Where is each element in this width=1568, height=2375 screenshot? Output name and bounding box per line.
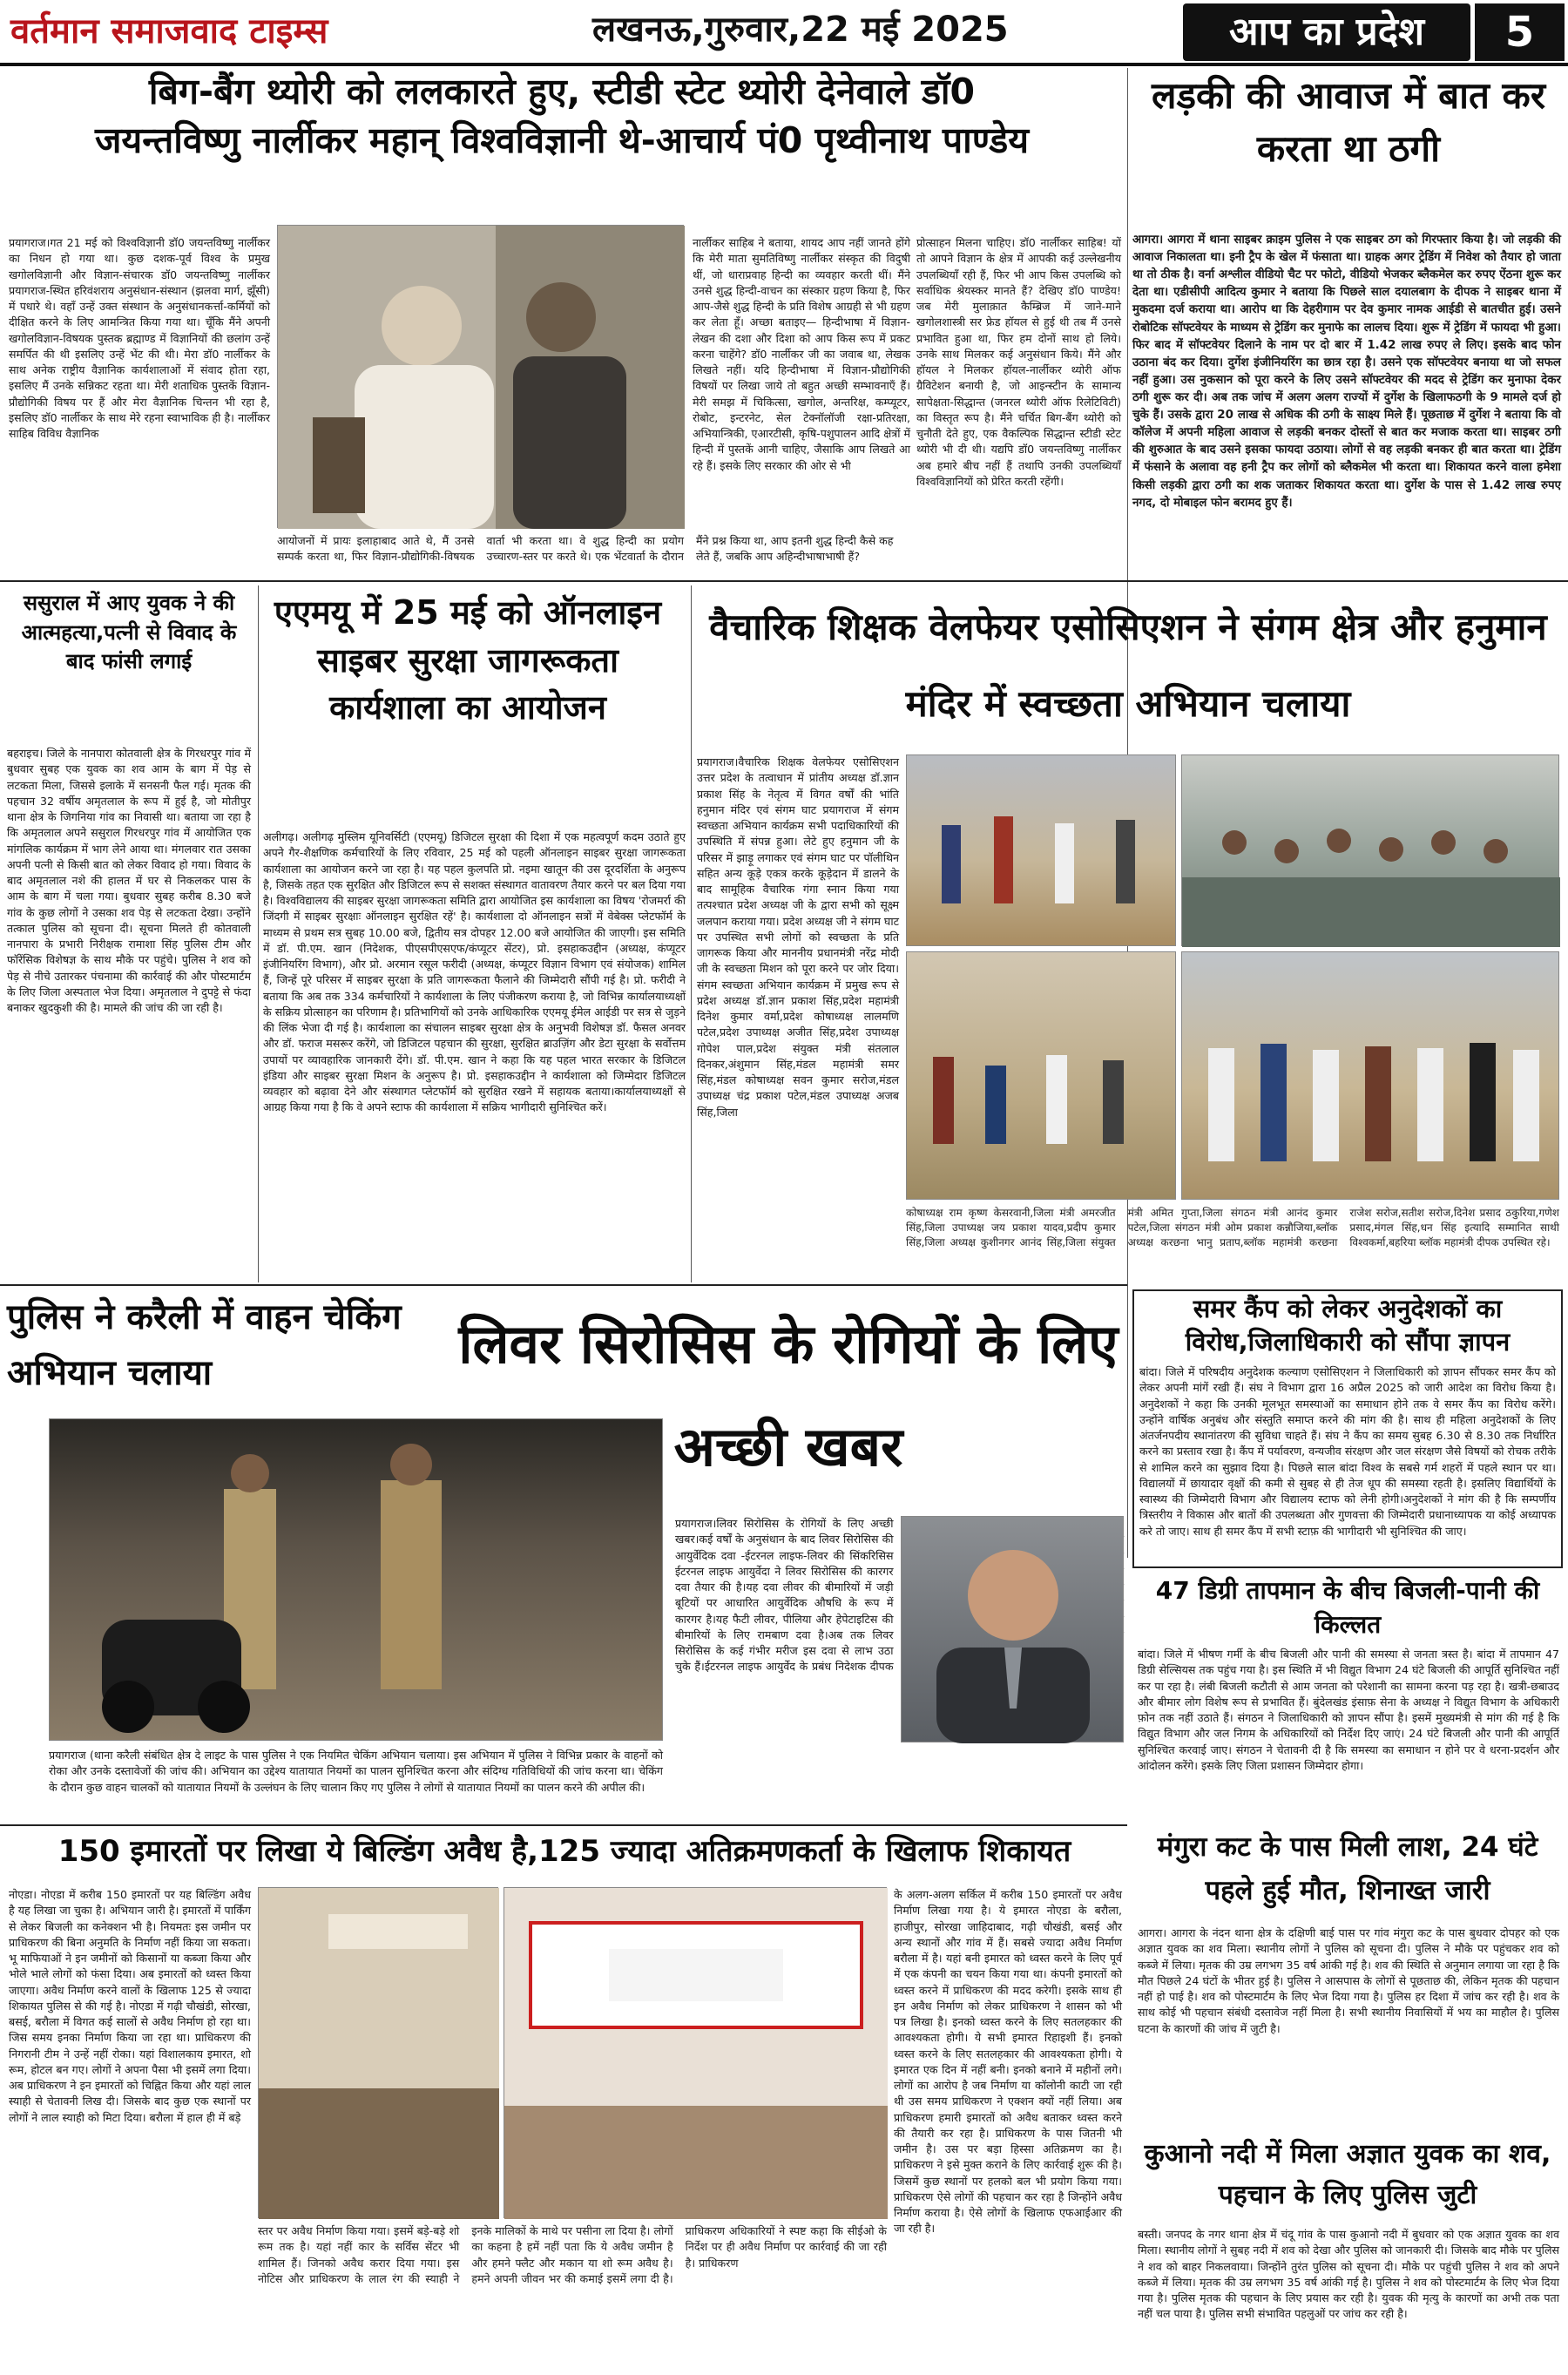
newspaper-name: वर्तमान समाजवाद टाइम्स xyxy=(10,10,328,51)
swachhata-photo-group xyxy=(1181,951,1559,1200)
building-col3: के अलग-अलग सर्किल में करीब 150 इमारतों पर अवैध निर्माण लिखा गया है। ये इमारत नोएडा के बरौला, हाजीपुर, सोरखा जाहिदाबाद, गढ़ी चौखंडी, बसई और अन्य स्थानों और गांव में हैं। सबसे ज्यादा अवैध निर्माण बरौला में है। यहां बनी इमारत को ध्वस्त करने के लिए पूर्व में एक कंपनी का चयन किया गया था। कंपनी इमारतों को ध्वस्त करने में प्राधिकरण की मदद करेगी। इसके साथ ही इन अवैध निर्माण को लेकर प्राधिकरण ने शासन को भी पत्र लिखा है। इनको ध्वस्त करने के लिए सतलहकार की आवश्यकता होगी। ये सभी इमारत रिहाइशी हैं। इनको ध्वस्त करने के लिए सतलहकार की आवश्यकता होगी। ये इमारत एक दिन में नहीं बनी। इनको बनाने में महीनों लगे। लोगों का आरोप है जब निर्माण या कॉलोनी काटी जा रही थी उस समय प्राधिकरण ने एक्शन क्यों नहीं लिया। अब प्राधिकरण हमारी इमारतों को अवैध बताकर ध्वस्त करने की तैयारी कर रहा है। प्राधिकरण के पास जितनी भी जमीन है। उस पर बड़ा हिस्सा अतिक्रमण का है। प्राधिकरण ने इसे मुक्त कराने के लिए कार्रवाई शुरू की है। जिसमें कुछ स्थानों पर हलको बल भी प्रयोग किया गया। प्राधिकरण ऐसे लोगों की पहचान कर रहा है जिन्होंने अवैध निर्माण कराया है। ऐसे लोगों के खिलाफ एफआईआर की जा रही है। xyxy=(894,1888,1122,2236)
swachhata-body: प्रयागराज।वैचारिक शिक्षक वेलफेयर एसोसिएशन उत्तर प्रदेश के तत्वाधान में प्रांतीय अध्यक्ष डॉ.ज्ञान प्रकाश सिंह के नेतृत्व में विगत वर्षों की भांति हनुमान मंदिर एवं संगम घाट प्रयागराज में संगम स्वच्छता अभियान कार्यक्रम सभी पदाधिकारियों की उपस्थिति में संपन्न हुआ। लेटे हुए हनुमान जी के परिसर में झाड़ू लगाकर एवं संगम घाट पर पॉलीथिन सहित अन्य कूड़े एकत्र करके कूड़ेदान में डालने के बाद सामूहिक वैचारिक गंगा स्नान किया गया तत्पश्चात प्रदेश अध्यक्ष जी के द्वारा सभी को सूक्ष्म जलपान कराया गया। प्रदेश अध्यक्ष जी ने संगम घाट पर उपस्थित सभी लोगों को स्वच्छता के प्रति जागरूक किया और माननीय प्रधानमंत्री नरेंद्र मोदी जी के स्वच्छता मिशन को पूरा करने पर जोर दिया। संगम स्वच्छता अभियान कार्यक्रम में प्रमुख रूप से प्रदेश अध्यक्ष डॉ.ज्ञान प्रकाश सिंह,प्रदेश महामंत्री दिनेश कुमार वर्मा,प्रदेश कोषाध्यक्ष लालमणि पटेल,प्रदेश उपाध्यक्ष अजीत सिंह,प्रदेश उपाध्यक्ष गोपेश पाल,प्रदेश संयुक्त मंत्री संतलाल दिनकर,अंशुमान सिंह,मंडल महामंत्री समर सिंह,मंडल कोषाध्यक्ष सवन कुमार सरोज,मंडल उपाध्यक्ष चंद्र प्रकाश पटेल,मंडल उपाध्यक्ष अजब सिंह,जिला xyxy=(697,755,899,1119)
suicide-body: बहराइच। जिले के नानपारा कोतवाली क्षेत्र के गिरधरपुर गांव में बुधवार सुबह एक युवक का शव आम के बाग में पेड़ से लटकता मिला, जिससे इलाके में सनसनी फैल गई। मृतक की पहचान 32 वर्षीय अमृतलाल के रूप में हुई है, जो मोतीपुर थाना क्षेत्र के जिगनिया गांव का निवासी था। बताया जा रहा है कि अमृतलाल अपने ससुराल गिरधरपुर गांव में आयोजित एक मांगलिक कार्यक्रम में भाग लेने आया था। मंगलवार रात उसका अपनी पत्नी से किसी बात को लेकर विवाद हो गया। विवाद के बाद अमृतलाल नशे की हालत में घर से निकलकर पास के आम के बाग में चला गया। बुधवार सुबह करीब 8.30 बजे गांव के कुछ लोगों ने उसका शव पेड़ से लटकता देखा। उन्होंने तत्काल पुलिस को सूचना दी। सूचना मिलते ही कोतवाली नानपारा के प्रभारी निरीक्षक रामाशा सिंह पुलिस टीम और फॉरेंसिक विशेषज्ञ के साथ मौके पर पहुंचे। पुलिस ने शव को पेड़ से नीचे उतारकर पंचनामा की कार्रवाई की और पोस्टमार्टम के लिए जिला अस्पताल भेज दिया। अमृतलाल ने दुपट्टे से फंदा बनाकर खुदकुशी की है। मामले की जांच की जा रही है। xyxy=(7,747,251,1014)
building-col1: नोएडा। नोएडा में करीब 150 इमारतों पर यह बिल्डिंग अवैध है यह लिखा जा चुका है। अभियान जारी है। इमारतों में पार्किंग से लेकर बिजली का कनेक्शन भी है। नियमतः इस जमीन पर प्राधिकरण की बिना अनुमति के निर्माण नहीं किया जा सकता। भू माफियाओं ने इन जमीनों को किसानों या कब्जा किया और भोले भाले लोगों को फंसा दिया। अब इमारतों को ध्वस्त किया जाएगा। अवैध निर्माण करने वालों के खिलाफ 125 से ज्यादा शिकायत पुलिस से की गई है। नोएडा में गढ़ी चौखंडी, सोरखा, बसई, बरौला में विगत कई सालों से अवैध निर्माण हो रहा था। जिस समय इनका निर्माण किया जा रहा था। प्राधिकरण की निगरानी टीम ने उन्हें नहीं रोका। यहां विशालकाय इमारत, शो रूम, होटल बन गए। लोगों ने अपना पैसा भी इसमें लगा दिया। अब प्राधिकरण ने इन इमारतों को चिह्नित किया और यहां लाल स्याही से चेतावनी लिख दी। जिसके बाद कुछ एक स्थानों पर लोगों ने लाल स्याही को मिटा दिया। बरौला में हाल ही में बड़े xyxy=(9,1888,251,2124)
police-headline: पुलिस ने करैली में वाहन चेकिंग अभियान चलाया xyxy=(7,1297,402,1393)
swachhata-photo-ghat xyxy=(906,951,1176,1200)
liver-body: प्रयागराज।लिवर सिरोसिस के रोगियों के लिए अच्छी खबर।कई वर्षों के अनुसंधान के बाद लिवर सिरोसिस की आयुर्वेदिक दवा -ईटरनल लाइफ-लिवर की सिंकरिसिस ईटरनल लाइफ आयुर्वेदा ने लिवर सिरोसिस की कारगर दवा तैयार की है।यह दवा लीवर की बीमारियों में जड़ी बूटियों पर आधारित आयुर्वेदिक औषधि के रूप में कारगर है।यह फैटी लीवर, पीलिया और हेपेटाइटिस की बीमारियों के लिए रामबाण दवा है।अब तक लिवर सिरोसिस के कई गंभीर मरीज इस दवा से लाभ उठा चुके हैं।ईटरनल लाइफ आयुर्वेद के प्रबंध निदेशक दीपक xyxy=(675,1517,894,1674)
lead-col2: आयोजनों में प्रायः इलाहाबाद आते थे, मैं उनसे सम्पर्क करता था, फिर विज्ञान-प्रौद्योगिकी-विषयक वार्ता भी करता था। वे शुद्ध हिन्दी का प्रयोग उच्चारण-स्तर पर करते थे। एक भेंटवार्ता के दौरान मैंने प्रश्न किया था, आप इतनी शुद्ध हिन्दी कैसे कह लेते हैं, जबकि आप अहिन्दीभाषाभाषी हैं? xyxy=(277,534,894,564)
lead-col3: नार्लीकर साहिब ने बताया, शायद आप नहीं जानते होंगे कि मेरी माता सुमतिविष्णु नार्लीकर संस्कृत की विदुषी थीं, जो धाराप्रवाह हिन्दी का व्यवहार करती थीं। मैंने उनसे शुद्ध हिन्दी-वाचन का संस्कार ग्रहण किया है, फिर आप-जैसे शुद्ध हिन्दी के प्रति विशेष आग्रही से भी ग्रहण कर लेता हूँ। अच्छा बताइए— हिन्दीभाषा में विज्ञान-लेखन की दशा और दिशा को आप किस रूप में प्रकट करना चाहेंगे? डॉ0 नार्लीकर जी का जवाब था, लेखक लिखते नहीं। यदि हिन्दीभाषा में विज्ञान-प्रौद्योगिकी विषयों पर लिखा जाये तो बहुत अच्छी सम्भावनाएँ हैं। मेरी समझ में चिकित्सा, खगोल, अन्तरिक्ष, कम्प्यूटर, रोबोट, इन्टरनेट, सेल टेक्नॉलॉजी रक्षा-प्रतिरक्षा, अभियान्त्रिकी, एआरटीसी, कृषि-पशुपालन आदि क्षेत्रों में हिन्दी में पुस्तकें आनी चाहिए, जैसाकि आप लिखते आ रहे हैं। इसके लिए सरकार की ओर से भी xyxy=(693,236,910,472)
page-number: 5 xyxy=(1472,3,1565,61)
lead-col1: प्रयागराज।गत 21 मई को विश्वविज्ञानी डॉ0 जयन्तविष्णु नार्लीकर का निधन हो गया था। कुछ दशक-पूर्व विश्व के प्रमुख खगोलविज्ञानी और विज्ञान-संचारक डॉ0 जयन्तविष्णु नार्लीकर प्रयागराज-स्थित हरिवंशराय अनुसंधान-संस्थान (झलवा मार्ग, झूँसी) में पधारे थे। वहाँ उन्हें उक्त संस्थान के अनुसंधानकर्त्ता-कर्मियों को दीक्षित करने के लिए आमन्त्रित किया गया था। चूँकि मैंने अपनी खगोलविज्ञान-विषयक पुस्तक ब्रह्माण्ड में विज्ञानियों की छलांग उन्हें समर्पित की थी इसलिए उन्हें भेंट की थी। मेरा डॉ0 नार्लीकर के साथ अनेक राष्ट्रीय वैज्ञानिक कार्यशालाओं में संवाद होता रहा, इसलिए मैं उनके सन्निकट रहता था। मेरी शताधिक पुस्तकें विज्ञान-प्रौद्योगिकी विषय पर हैं और मेरा वैज्ञानिक चिन्तन भी रहा है, इसलिए डॉ0 नार्लीकर के साथ मेरे रहना स्वाभाविक ही है। नार्लीकर साहिब विविध वैज्ञानिक xyxy=(9,236,270,440)
thug-headline: लड़की की आवाज में बात कर करता था ठगी xyxy=(1152,74,1545,170)
ghat-cleaning-figure xyxy=(907,952,1177,1201)
swachhata-headline: वैचारिक शिक्षक वेलफेयर एसोसिएशन ने संगम क्षेत्र और हनुमान मंदिर में स्वच्छता अभियान चलाया xyxy=(709,606,1547,726)
sweeping-volunteers-figure xyxy=(907,755,1177,947)
power-headline: 47 डिग्री तापमान के बीच बिजली-पानी की किल्लत xyxy=(1155,1576,1540,1640)
body-found-body: आगरा। आगरा के नंदन थाना क्षेत्र के दक्षिणी बाई पास पर गांव मंगुरा कट के पास बुधवार दोपहर को एक अज्ञात युवक का शव मिला। स्थानीय लोगों ने पुलिस को सूचना दी। पुलिस ने मौके पर पहुंचकर शव को कब्जे में लिया। मृतक की उम्र लगभग 35 वर्ष आंकी गई है। शव की स्थिति से अनुमान लगाया जा रहा है कि मौत पिछले 24 घंटों के भीतर हुई है। पुलिस ने आसपास के लोगों से पूछताछ की, लेकिन मृतक की पहचान नहीं हो पाई है। शव को पोस्टमार्टम के लिए भेज दिया गया है। पुलिस हर दिशा में जांच कर रही है। शव के साथ कोई भी पहचान संबंधी दस्तावेज नहीं मिला है। सभी स्थानीय निवासियों में भय का माहौल है। पुलिस घटना के कारणों की जांच में जुटी है। xyxy=(1138,1926,1559,2035)
river-headline: कुआनो नदी में मिला अज्ञात युवक का शव, पहचान के लिए पुलिस जुटी xyxy=(1144,2139,1551,2210)
section-tag: आप का प्रदेश xyxy=(1183,3,1470,61)
police-body: प्रयागराज (थाना करैली संबंधित क्षेत्र दे लाइट के पास पुलिस ने एक नियमित चेकिंग अभियान चलाया। इस अभियान में पुलिस ने विभिन्न प्रकार के वाहनों को रोका और उनके दस्तावेजों की जांच की। अभियान का उद्देश्य यातायात नियमों का पालन सुनिश्चित करना और संदिग्ध गतिविधियों की जांच करना था। चेकिंग के दौरान कुछ वाहन चालकों को यातायात नियमों के उल्लंघन के लिए चालान किए गए पुलिस ने लोगों से यातायात नियमों का पालन करने की अपील की। xyxy=(49,1749,663,1794)
divider-suicide xyxy=(258,585,259,1282)
lower-rule xyxy=(0,1824,1127,1826)
swachhata-photo-bathing xyxy=(1181,754,1559,946)
power-body: बांदा। जिले में भीषण गर्मी के बीच बिजली और पानी की समस्या से जनता त्रस्त है। बांदा में तापमान 47 डिग्री सेल्सियस तक पहुंच गया है। इस स्थिति में भी विद्युत विभाग 24 घंटे बिजली की आपूर्ति सुनिश्चित नहीं कर पा रहा है। लंबी बिजली कटौती से आम जनता को परेशानी का सामना करना पड़ रहा है। खत्री-छबाउद और बीमार लोग विशेष रूप से प्रभावित हैं। बुंदेलखंड इंसाफ़ सेना के अध्यक्ष ने विद्युत विभाग के अधिकारी फ़ोन तक नहीं उठाते हैं। संगठन ने जिलाधिकारी को ज्ञापन सौंपा है। इसमें मुख्यमंत्री से मांग की गई है कि विद्युत विभाग और जल निगम के अधिकारियों को निर्देश दिए जाएं। 24 घंटे बिजली और पानी की आपूर्ति सुनिश्चित करवाई जाए। संगठन ने चेतावनी दी है कि समस्या का समाधान न होने पर वे धरना-प्रदर्शन और आंदोलन करेंगे। इसके लिए जिला प्रशासन जिम्मेदार होगा। xyxy=(1138,1648,1559,1772)
oyo-building-figure xyxy=(504,1888,888,2219)
liver-photo-doctor xyxy=(901,1516,1124,1742)
building-headline: 150 इमारतों पर लिखा ये बिल्डिंग अवैध है,125 ज्यादा अतिक्रमणकर्ता के खिलाफ शिकायत xyxy=(57,1834,1071,1869)
doctor-portrait-figure xyxy=(902,1517,1125,1743)
dateline: लखनऊ,गुरुवार,22 मई 2025 xyxy=(592,10,1009,50)
amu-headline: एएमयू में 25 मई को ऑनलाइन साइबर सुरक्षा जागरूकता कार्यशाला का आयोजन xyxy=(274,593,662,727)
building-photo-oyo xyxy=(504,1887,887,2218)
thug-body: आगरा। आगरा में थाना साइबर क्राइम पुलिस ने एक साइबर ठग को गिरफ्तार किया है। जो लड़की की आवाज निकालता था। इनी ट्रैप के खेल में फंसाता था। ग्राहक अगर ट्रेडिंग में निवेश को तैयार हो जाता था तो ठीक है। वर्ना अश्लील वीडियो चैट पर फोटो, वीडियो भेजकर ब्लैकमेल कर रुपए ऐंठना शुरू कर देता था। एडीसीपी आदित्य कुमार ने बताया कि पिछले साल दयालबाग के दीपक ने साइबर थाना में मुकदमा दर्ज कराया था। आरोप था कि देहरीगाम पर देव कुमार नामक आईडी से बातचीत हुई। उसने रोबोटिक सॉफ्टवेयर के माध्यम से ट्रेडिंग कर मुनाफे का लालच दिया। शुरू में ट्रेडिंग में फायदा भी हुआ। फिर बाद में सॉफ्टवेयर दिलाने के नाम पर दो बार में 1.42 लाख रुपए ले लिए। इसके बाद फोन उठाना बंद कर दिया। दुर्गेश इंजीनियरिंग का छात्र रहा है। उसने एक सॉफ्टवेयर बनाया था जो सफल नहीं हुआ। उस नुकसान को पूरा करने के लिए उसने सॉफ्टवेयर की मदद से ट्रेडिंग कर मुनाफा देकर ठगी शुरू कर दी। अब तक जांच में अलग अलग राज्यों में दुर्गेश के खिलाफठगी के 9 मामले दर्ज हो चुके हैं। उसके द्वारा 20 लाख से अधिक की ठगी के साक्ष्य मिले हैं। पूछताछ में दुर्गेश ने बताया कि वो कॉलेज में अपनी महिला आवाज से लड़की बनकर दोस्तों से बात कर मजाक करता था। साइबर ठगी की शुरुआत के बाद उसने इसका फायदा उठाया। लोगों से वह लड़की बनकर ही बात करता था। ट्रेडिंग में फंसाने के अलावा वह हनी ट्रैप कर लोगों को ब्लैकमेल भी करता था। शिकायत करने वाला हमेशा किसी लड़की द्वारा ठगी का शक जताकर शिकायत करता था। दुर्गेश के पास से 1.42 लाख रुपए नगद, दो मोबाइल फोन बरामद हुए हैं। xyxy=(1132,233,1561,510)
divider-amu xyxy=(691,585,692,1282)
lead-headline-line2: जयन्तविष्णु नार्लीकर महान् विश्वविज्ञानी थे-आचार्य पं0 पृथ्वीनाथ पाण्डेय xyxy=(95,119,1029,161)
amu-body: अलीगढ़। अलीगढ़ मुस्लिम यूनिवर्सिटी (एएमयू) डिजिटल सुरक्षा की दिशा में एक महत्वपूर्ण कदम उठाते हुए अपने गैर-शैक्षणिक कर्मचारियों के लिए रविवार, 25 मई को पहली ऑनलाइन साइबर सुरक्षा जागरूकता कार्यशाला का आयोजन करने जा रहा है। यह पहल कुलपति प्रो. नइमा खातून की उस दूरदर्शिता के अनुरूप है, जिसके तहत एक सुरक्षित और डिजिटल रूप से सशक्त संस्थागत वातावरण तैयार करने पर बल दिया गया है। विश्वविद्यालय की साइबर सुरक्षा जागरूकता समिति द्वारा आयोजित इस कार्यशाला का विषय 'रोजमर्रा की जिंदगी में साइबर सुरक्षाः ऑनलाइन सुरक्षित रहें' है। कार्यशाला दो ऑनलाइन सत्रों में वेबेक्स प्लेटफॉर्म के माध्यम से प्रथम सत्र सुबह 10.00 बजे, द्वितीय सत्र दोपहर 12.00 बजे आयोजित की जाएगी। इस समिति में डॉ. पी.एम. खान (निदेशक, पीएसपीएसएफ/कंप्यूटर सेंटर), प्रो. इसहाकउद्दीन (अध्यक्ष, कंप्यूटर इंजीनियरिंग विभाग), और प्रो. अरमान रसूल फरीदी (अध्यक्ष, कंप्यूटर विज्ञान विभाग एवं संयोजक) शामिल हैं, जिन्हें पूरे परिसर में साइबर सुरक्षा के प्रति जागरूकता फैलाने की जिम्मेदारी सौंपी गई है। प्रो. फरीदी ने बताया कि अब तक 334 कर्मचारियों ने कार्यशाला के लिए पंजीकरण कराया है, जो विभिन्न कार्यालयाध्यक्षों के सक्रिय प्रोत्साहन का परिणाम है। प्रतिभागियों को उनके आधिकारिक एएमयू ईमेल आईडी पर सत्र से जुड़ने की लिंक भेजा दी गई है। कार्यशाला का संचालन साइबर सुरक्षा क्षेत्र के अनुभवी विशेषज्ञ डॉ. फैसल अनवर और डॉ. फराज मसरूर करेंगे, जो डिजिटल पहचान की सुरक्षा, सुरक्षित ब्राउज़िंग और डेटा सुरक्षा के सर्वोत्तम उपायों पर व्यावहारिक जानकारी देंगे। डॉ. पी.एम. खान ने कहा कि यह पहल भारत सरकार के डिजिटल इंडिया और साइबर सुरक्षा मिशन के अनुरूप है। प्रो. इसहाकउद्दीन ने कार्यशाला को जिम्मेदार डिजिटल व्यवहार को बढ़ावा देने और संस्थागत प्लेटफॉर्म को सुरक्षित रखने में सहायक बताया।कार्यालयाध्यक्षों से आग्रह किया गया है कि वे अपने स्टाफ की कार्यशाला में सक्रिय भागीदारी सुनिश्चित करें। xyxy=(263,830,686,1114)
wall-with-notice-figure xyxy=(259,1888,499,2219)
lead-col4: प्रोत्साहन मिलना चाहिए। डॉ0 नार्लीकर साहिब! यों तो आपने विज्ञान के क्षेत्र में आपकी कई उल्लेखनीय उपलब्धियाँ रही हैं, फिर भी आप किस उपलब्धि को सर्वाधिक श्रेयस्कर मानते हैं? देखिए डॉ0 पाण्डेय! जब मेरी मुलाक़ात कैम्ब्रिज में जाने-माने खगोलशास्त्री सर फ्रेड हॉयल से हुई थी तब मैं उनसे प्रभावित हुआ था, फिर हम दोनों साथ हो लिये। उनके साथ मिलकर कई अनुसंधान किये। मैंने और हॉयल ने मिलकर हॉयल-नार्लीकर थ्योरी ऑफ ग्रैविटेशन बनायी है, जो आइन्स्टीन के सामान्य सापेक्षता-सिद्धान्त (जनरल थ्योरी ऑफ रिलेटिविटी) का विस्तृत रूप है। मैंने चर्चित बिग-बैंग थ्योरी को चुनौती देते हुए, एक वैकल्पिक सिद्धान्त स्टीडी स्टेट थ्योरी भी दी थी। यद्यपि डॉ0 जयन्तविष्णु नार्लीकर अब हमारे बीच नहीं हैं तथापि उनकी उपलब्धियाँ विश्वविज्ञानियों को प्रेरित करती रहेंगी। xyxy=(916,236,1121,488)
lead-photo-narlikar xyxy=(277,225,684,528)
masthead-rule xyxy=(0,63,1568,66)
lead-bottom-rule xyxy=(0,580,1568,582)
building-photo-wall xyxy=(258,1887,498,2218)
narlikar-photo-figure xyxy=(278,226,685,529)
swachhata-photo-sweeping xyxy=(906,754,1176,946)
liver-headline: लिवर सिरोसिस के रोगियों के लिए अच्छी खबर xyxy=(458,1312,1119,1478)
samar-camp-body: बांदा। जिले में परिषदीय अनुदेशक कल्याण एसोसिएशन ने जिलाधिकारी को ज्ञापन सौंपकर समर कैंप को लेकर अपनी मांगें रखी हैं। संघ ने विभाग द्वारा 16 अप्रैल 2025 को जारी आदेश का विरोध किया है। अनुदेशकों ने कहा कि उनकी मूलभूत समस्याओं का समाधान होने तक वे समर कैंप का विरोध करेंगे। उन्होंने वार्षिक अनुबंध और संस्तुति समाप्त करने की मांग की है। साथ ही महिला अनुदेशकों के लिए अंतर्जनपदीय स्थानांतरण की सुविधा चाहते हैं। संघ ने कैंप का समय सुबह 6.30 से 8.30 तक निर्धारित करने का प्रस्ताव रखा है। कैंप में पर्यावरण, वन्यजीव संरक्षण और जल संरक्षण जैसे विषयों को रोचक तरीके से शामिल करने का सुझाव दिया है। पिछले साल बांदा विश्व के सबसे गर्म शहरों में पहले स्थान पर था। विद्यालयों में छायादार वृक्षों की कमी से सुबह से ही तेज धूप की समस्या रहती है। इसलिए विद्यार्थियों के स्वास्थ्य की जिम्मेदारी विभाग और विद्यालय स्टाफ को लेनी होगी।अनुदेशकों ने मांग की है कि सम्पर्णीय त्रिस्तरीय ने विकास और बातों की उपलब्धता और गुणवत्ता की जिम्मेदारी प्रधानाध्यापक या कोई अध्यापक करे तो जाए। साथ ही समर कैंप में सभी स्टाफ़ की भागीदारी भी सुनिश्चित की जाए। xyxy=(1139,1365,1556,1538)
mid-rule xyxy=(0,1284,1127,1286)
bathing-group-figure xyxy=(1182,755,1560,947)
body-found-headline: मंगुरा कट के पास मिली लाश, 24 घंटे पहले हुई मौत, शिनाख्त जारी xyxy=(1157,1831,1538,1906)
samar-camp-headline: समर कैंप को लेकर अनुदेशकों का विरोध,जिलाधिकारी को सौंपा ज्ञापन xyxy=(1185,1294,1511,1357)
river-body: बस्ती। जनपद के नगर थाना क्षेत्र में चंदू गांव के पास कुआनो नदी में बुधवार को एक अज्ञात युवक का शव मिला। स्थानीय लोगों ने सुबह नदी में शव को देखा और पुलिस को जानकारी दी। जिसके बाद मौके पर पुलिस ने शव को बाहर निकलवाया। जिन्होंने तुरंत पुलिस को सूचना दी। मौके पर पहुंची पुलिस ने शव को अपने कब्जे में लिया। मृतक की उम्र लगभग 35 वर्ष आंकी गई है। पुलिस ने शव को पोस्टमार्टम के लिए भेज दिया गया है। पुलिस मृतक की पहचान के लिए प्रयास कर रही है। युवक की मृत्यु के कारणों का अभी तक पता नहीं चल पाया है। पुलिस सभी संभावित पहलुओं पर जांच कर रही है। xyxy=(1138,2228,1559,2321)
group-photo-figure xyxy=(1182,952,1560,1201)
suicide-headline: ससुराल में आए युवक ने की आत्महत्या,पत्नी से विवाद के बाद फांसी लगाई xyxy=(21,591,237,674)
lead-headline-line1: बिग-बैंग थ्योरी को ललकारते हुए, स्टीडी स्टेट थ्योरी देनेवाले डॉ0 xyxy=(148,71,976,112)
building-caption: स्तर पर अवैध निर्माण किया गया। इसमें बड़े-बड़े शो रूम तक है। यहां नहीं कार के सर्विस सेंटर भी शामिल हैं। जिनको अवैध करार दिया गया। इस नोटिस और प्राधिकरण के लाल रंग की स्याही ने इनके मालिकों के माथे पर पसीना ला दिया है। लोगों का कहना है हमें नहीं पता कि ये अवैध जमीन है और हमने फ्लैट और मकान या शो रूम अवैध है। हमने अपनी जीवन भर की कमाई इसमें लगा दी है। प्राधिकरण अधिकारियों ने स्पष्ट कहा कि सीईओ के निर्देश पर ही अवैध निर्माण पर कार्रवाई की जा रही है। प्राधिकरण xyxy=(258,2224,887,2285)
swachhata-caption: कोषाध्यक्ष राम कृष्ण केसरवानी,जिला मंत्री अमरजीत सिंह,जिला उपाध्यक्ष जय प्रकाश यादव,प्रदीप कुमार सिंह,जिला अध्यक्ष कुशीनगर आनंद सिंह,जिला संयुक्त मंत्री अमित गुप्ता,जिला संगठन मंत्री आनंद कुमार पटेल,जिला संगठन मंत्री ओम प्रकाश कन्नौजिया,ब्लॉक अध्यक्ष करछना भानु प्रताप,ब्लॉक महामंत्री करछना राजेश सरोज,सतीश सरोज,दिनेश प्रसाद ठकुरिया,गणेश प्रसाद,मंगल सिंह,धन सिंह इत्यादि सम्मानित साथी विश्वकर्मा,बहरिया ब्लॉक महामंत्री दीपक उपस्थित रहे। xyxy=(906,1207,1559,1248)
